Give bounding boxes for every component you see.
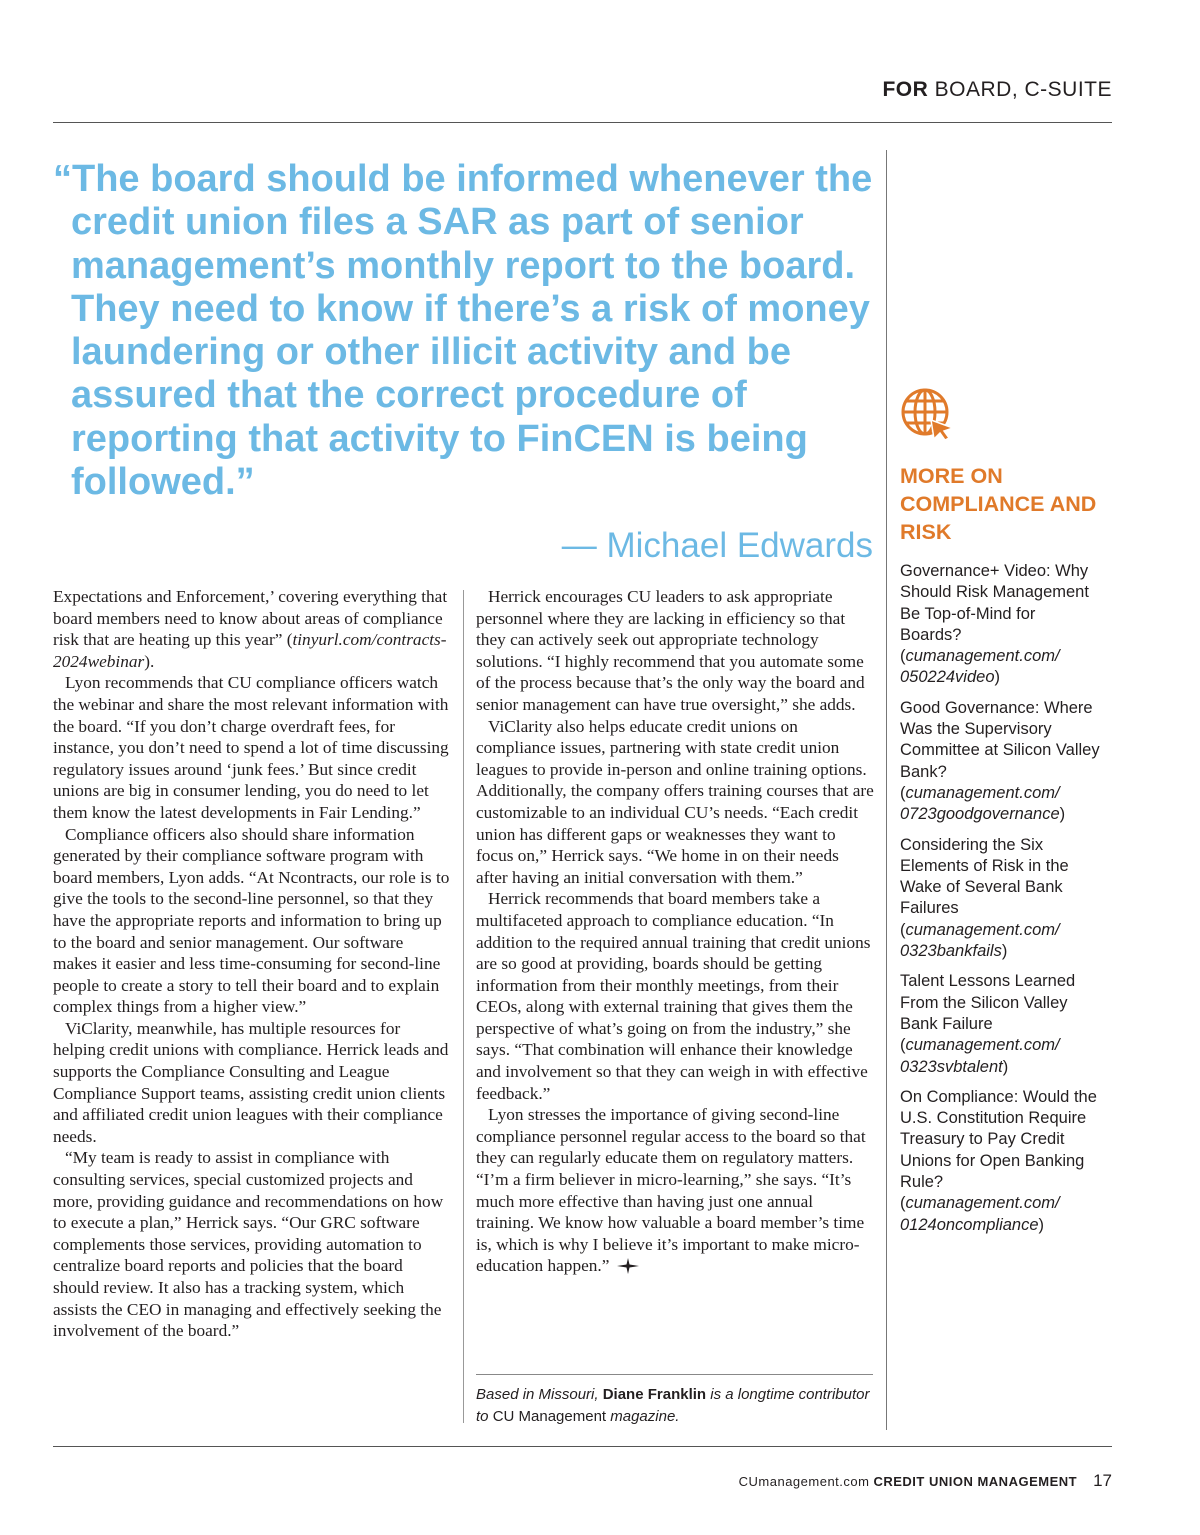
top-divider [53, 122, 1112, 123]
author-name: Diane Franklin [602, 1386, 707, 1403]
url-part: cumanagement.com/ [905, 1036, 1060, 1055]
sidebar-item-url[interactable]: (cumanagement.com/ 050224video) [900, 647, 1060, 687]
publication-name: CU Management [492, 1408, 607, 1425]
sidebar-item-url[interactable]: (cumanagement.com/ 0124oncompliance) [900, 1194, 1060, 1234]
globe-cursor-icon [899, 388, 955, 440]
url-part: 050224video [900, 668, 995, 687]
url-part: 0323bankfails [900, 942, 1002, 961]
column-divider [463, 590, 464, 1423]
url-part: 0723goodgovernance [900, 805, 1060, 824]
paragraph: Lyon recommends that CU compliance officers watch the webinar and share the most relevant information with the board. “If you don’t charge overdraft fees, for instance, you don’t need to spend a lot of time discussing regulatory issues around ‘junk fees.’ But since credit unions are big in consumer lending, you do need to let them know the latest developments in Fair Lending.” [53, 673, 449, 822]
sidebar-item-url[interactable]: (cumanagement.com/ 0723goodgovernance) [900, 783, 1066, 824]
sidebar-item-url[interactable]: (cumanagement.com/ 0323bankfails) [900, 920, 1060, 961]
sidebar-heading: MORE ON COMPLIANCE AND RISK [900, 464, 1097, 544]
sidebar-item-title: Considering the Six Elements of Risk in the Wake of Several Bank Failures [900, 835, 1069, 918]
sidebar-item-url[interactable]: (cumanagement.com/ 0323svbtalent) [900, 1036, 1060, 1076]
page-footer [739, 1471, 1112, 1491]
bio-text: magazine. [606, 1408, 680, 1425]
pull-quote: “The board should be informed whenever the credit union files a SAR as part of senior management’s monthly report to the board. They need to know if there’s a risk of money laundering or other illicit activity and be assured that the correct procedure of reporting that activity to FinCEN is being followed.” [53, 158, 873, 504]
paragraph: Herrick encourages CU leaders to ask appropriate personnel where they are lacking in efficiency so that they can actively seek out appropriate technology solutions. “I highly recommend that you automate some of the process because that’s the only way the board and senior management can have true oversight,” she adds. [476, 587, 865, 714]
footer-publication: CREDIT UNION MANAGEMENT [873, 1474, 1078, 1489]
paragraph: ViClarity also helps educate credit unions on compliance issues, partnering with state credit union leagues to provide in-person and online training options. Additionally, the company offers training courses that are customizable to an individual CU’s needs. “Each credit union has different gaps or weaknesses they want to focus on,” Herrick says. “We home in on their needs after having an initial conversation with them.” [476, 716, 874, 887]
paragraph-text: ). [144, 651, 155, 671]
sidebar-item-title: On Compliance: Would the U.S. Constitution Require Treasury to Pay Credit Unions for Open Banking Rule? [900, 1087, 1097, 1192]
bio-text: Based in Missouri, [476, 1386, 603, 1403]
paragraph: ViClarity, meanwhile, has multiple resources for helping credit unions with compliance. Herrick leads and supports the Compliance Consulting and League Compliance Support teams, assisting credit union clients and affiliated credit union leagues with their compliance needs. [53, 1018, 449, 1146]
article-column-1 [53, 586, 451, 1342]
sidebar-item[interactable] [900, 698, 1100, 826]
sidebar-item-title: Good Governance: Where Was the Supervisory Committee at Silicon Valley Bank? [900, 698, 1100, 781]
paragraph: Herrick recommends that board members take a multifaceted approach to compliance education. “In addition to the required annual training that credit unions are so good at providing, boards should be getting information from their monthly meetings, from their CEOs, along with external training that gives them the perspective of what’s going on from the industry,” she says. “That combination will enhance their knowledge and involvement so that they can weigh in with effective feedback.” [476, 889, 871, 1103]
sidebar-item[interactable] [900, 561, 1100, 689]
end-mark-icon [617, 1258, 639, 1274]
page-number: 17 [1093, 1471, 1112, 1490]
quote-attribution: — Michael Edwards [561, 526, 873, 565]
url-part: cumanagement.com/ [905, 783, 1060, 802]
section-tag-bold: FOR [882, 78, 929, 101]
author-bio [476, 1384, 876, 1428]
url-part: 0323svbtalent [900, 1057, 1003, 1076]
paragraph-text: Lyon stresses the importance of giving second-line compliance personnel regular access to the board so that they can regularly educate them on regulatory matters. “I’m a firm believer in micro-learning,” she says. “It’s much more effective than having just one annual training. We know how valuable a board member’s time is, which is why I believe it’s important to make micro-education happen.” [476, 1105, 866, 1276]
webinar-link[interactable]: tinyurl.com/contracts-2024webinar [53, 630, 447, 671]
sidebar-list [900, 561, 1100, 1245]
footer-site[interactable]: CUmanagement.com [738, 1474, 870, 1489]
paragraph: Compliance officers also should share information generated by their compliance software program with board members, Lyon adds. “At Ncontracts, our role is to give the tools to the second-line personnel, so that they have the appropriate reports and information to bring up to the board and senior management. Our software makes it easier and less time-consuming for second-line people to create a story to tell their board and to explain complex things from a higher view.” [53, 824, 450, 1017]
article-column-2 [476, 586, 874, 1277]
paragraph-text: Expectations and Enforcement,’ covering everything that board members need to know about areas of compliance risk that are heating up this year” ( [53, 587, 448, 650]
section-tag-rest: BOARD, C-SUITE [928, 78, 1112, 101]
url-part: cumanagement.com/ [905, 1194, 1060, 1213]
sidebar-item-title: Governance+ Video: Why Should Risk Management Be Top-of-Mind for Boards? [900, 562, 1089, 644]
bio-divider [476, 1374, 873, 1375]
paragraph: “My team is ready to assist in compliance with consulting services, special customized projects and more, providing guidance and recommendations on how to execute a plan,” Herrick says. “Our GRC software complements those services, providing automation to centralize board reports and policies that the board should review. It also has a tracking system, which assists the CEO in managing and effectively seeking the involvement of the board.” [53, 1148, 444, 1341]
paragraph [476, 1104, 874, 1277]
bottom-divider [53, 1446, 1112, 1447]
paragraph [53, 586, 451, 672]
sidebar-item[interactable] [900, 1087, 1100, 1236]
sidebar-item[interactable] [900, 835, 1100, 963]
url-part: cumanagement.com/ [905, 920, 1060, 939]
bio-text: is a longtime contributor to [476, 1386, 870, 1425]
sidebar-item[interactable] [900, 971, 1100, 1077]
url-part: 0124oncompliance [900, 1215, 1039, 1234]
url-part: cumanagement.com/ [905, 647, 1060, 666]
sidebar-item-title: Talent Lessons Learned From the Silicon Valley Bank Failure [900, 972, 1076, 1033]
section-tag [882, 78, 1112, 102]
